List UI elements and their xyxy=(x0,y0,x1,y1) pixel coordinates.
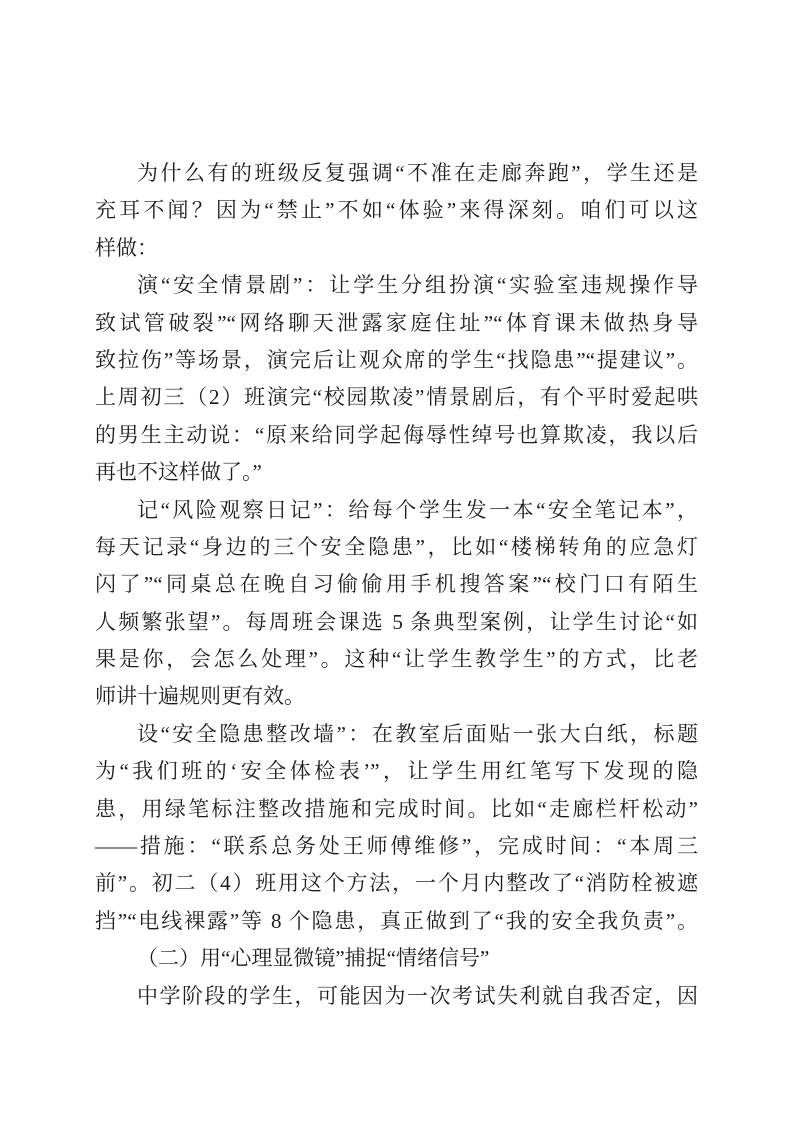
text-line: 的男生主动说：“原来给同学起侮辱性绰号也算欺凌，我以后 xyxy=(95,422,698,447)
text-line: 记“风险观察日记”：给每个学生发一本“安全笔记本”， xyxy=(137,497,698,522)
text-line: 充耳不闻？因为“禁止”不如“体验”来得深刻。咱们可以这 xyxy=(95,198,698,223)
text-line: 样做： xyxy=(95,235,158,260)
text-line: 致试管破裂”“网络聊天泄露家庭住址”“体育课未做热身导 xyxy=(95,310,698,335)
text-line: 人频繁张望”。每周班会课选 5 条典型案例，让学生讨论“如 xyxy=(95,609,698,634)
text-line: 设“安全隐患整改墙”：在教室后面贴一张大白纸，标题 xyxy=(137,721,698,746)
text-line: 每天记录“身边的三个安全隐患”，比如“楼梯转角的应急灯 xyxy=(95,534,698,559)
text-line: ——措施：“联系总务处王师傅维修”，完成时间：“本周三 xyxy=(95,834,698,859)
text-line: 闪了”“同桌总在晚自习偷偷用手机搜答案”“校门口有陌生 xyxy=(95,572,698,597)
text-line: 为“我们班的‘安全体检表’”，让学生用红笔写下发现的隐 xyxy=(95,759,698,784)
text-line: 师讲十遍规则更有效。 xyxy=(95,684,305,709)
section-heading: （二）用“心理显微镜”捕捉“情绪信号” xyxy=(137,946,490,971)
text-line: 致拉伤”等场景，演完后让观众席的学生“找隐患”“提建议”。 xyxy=(95,347,698,372)
text-line: 挡”“电线裸露”等 8 个隐患，真正做到了“我的安全我负责”。 xyxy=(95,908,698,933)
text-line: 中学阶段的学生，可能因为一次考试失利就自我否定，因 xyxy=(137,983,698,1008)
text-line: 再也不这样做了。” xyxy=(95,460,262,485)
text-line: 演“安全情景剧”：让学生分组扮演“实验室违规操作导 xyxy=(137,273,698,298)
text-line: 前”。初二（4）班用这个方法，一个月内整改了“消防栓被遮 xyxy=(95,871,698,896)
text-line: 上周初三（2）班演完“校园欺凌”情景剧后，有个平时爱起哄 xyxy=(95,385,698,410)
document-body xyxy=(95,155,698,1015)
text-line: 患，用绿笔标注整改措施和完成时间。比如“走廊栏杆松动” xyxy=(95,796,698,821)
text-line: 为什么有的班级反复强调“不准在走廊奔跑”，学生还是 xyxy=(137,161,698,185)
text-line: 果是你，会怎么处理”。这种“让学生教学生”的方式，比老 xyxy=(95,647,698,672)
